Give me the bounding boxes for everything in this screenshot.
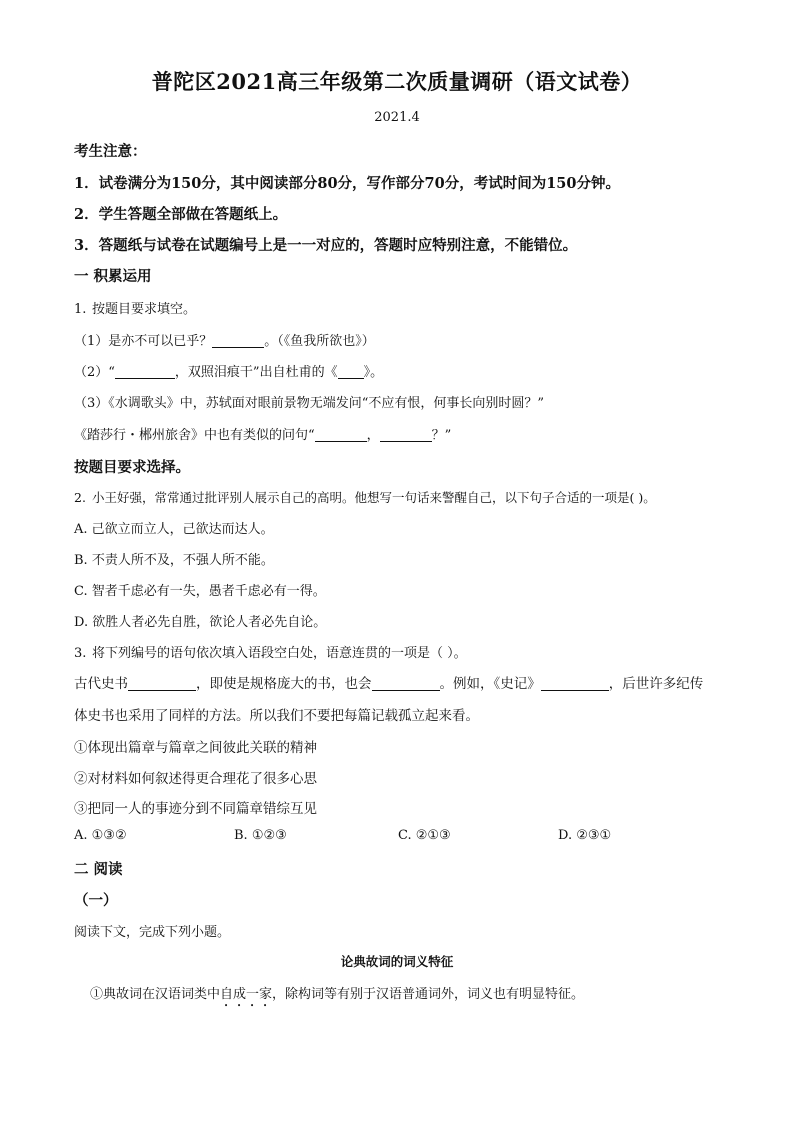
q3-sentence-2: ②对材料如何叙述得更合理花了很多心思 (74, 771, 317, 787)
q1-part-2-text-b: ，双照泪痕干”出自杜甫的《 (174, 365, 338, 380)
paragraph-text-b: ，除构词等有别于汉语普通词外，词义也有明显特征。 (272, 987, 585, 1002)
q3-option-a[interactable]: A. ①③② (74, 828, 127, 843)
article-paragraph-1 (90, 983, 584, 1010)
notice-item-1: 1．试卷满分为150分，其中阅读部分80分，写作部分70分，考试时间为150分钟。 (74, 175, 620, 192)
q1-part-3-text-a: 《踏莎行・郴州旅舍》中也有类似的问句“ (74, 428, 315, 443)
q2-option-c[interactable]: C. 智者千虑必有一失，愚者千虑必有一得。 (74, 584, 326, 599)
exam-date: 2021.4 (374, 110, 420, 125)
answer-blank[interactable] (128, 676, 196, 691)
q3-option-c[interactable]: C. ②①③ (398, 828, 451, 843)
notice-item-3: 3．答题纸与试卷在试题编号上是一一对应的，答题时应特别注意，不能错位。 (74, 237, 578, 254)
article-title: 论典故词的词义特征 (340, 954, 454, 969)
emphasized-phrase: 自成一家 (220, 987, 273, 1002)
q1-part-3: （3）《水调歌头》中，苏轼面对眼前景物无端发问“不应有恨，何事长向别时圆？” (74, 396, 545, 411)
q2-option-b[interactable]: B. 不责人所不及，不强人所不能。 (74, 553, 274, 568)
question-number: 3. (74, 646, 87, 661)
question-stem: 将下列编号的语句依次填入语段空白处，语意连贯的一项是（ ）。 (92, 646, 467, 661)
reading-instruction: 阅读下文，完成下列小题。 (74, 925, 231, 940)
q1-part-3-text-c: ？” (431, 428, 452, 443)
question-number: 1. (74, 302, 87, 317)
question-1 (74, 298, 196, 317)
subsection-heading: （一） (74, 892, 118, 909)
q1-part-1-source: 。（《鱼我所欲也》） (264, 334, 375, 349)
q1-part-1-text: （1）是亦不可以已乎？ (74, 334, 213, 349)
question-3 (74, 642, 467, 661)
q3-text-c: 。例如，《史记》 (439, 676, 541, 692)
answer-blank[interactable] (115, 364, 175, 379)
answer-blank[interactable] (380, 427, 432, 442)
q1-part-3-text-b: ， (366, 428, 380, 443)
q1-part-3-cont (74, 424, 451, 443)
answer-blank[interactable] (212, 333, 264, 348)
answer-blank[interactable] (315, 427, 367, 442)
q3-passage-line-1 (74, 672, 703, 692)
choose-heading: 按题目要求选择。 (74, 459, 190, 476)
q3-text-b: ，即使是规格庞大的书，也会 (196, 676, 372, 692)
paragraph-text-a: ①典故词在汉语词类中 (90, 987, 221, 1002)
q3-sentence-1: ①体现出篇章与篇章之间彼此关联的精神 (74, 740, 317, 756)
question-stem: 小王好强，常常通过批评别人展示自己的高明。他想写一句话来警醒自己，以下句子合适的一项是( )。 (92, 490, 656, 505)
section-1-heading: 一 积累运用 (74, 268, 152, 285)
q3-option-d[interactable]: D. ②③① (558, 828, 612, 843)
q3-text-a: 古代史书 (74, 676, 128, 692)
answer-blank[interactable] (541, 676, 609, 691)
q2-option-a[interactable]: A. 己欲立而立人，己欲达而达人。 (74, 522, 274, 537)
section-2-heading: 二 阅读 (74, 861, 123, 878)
q1-part-1 (74, 330, 375, 349)
answer-blank[interactable] (372, 676, 440, 691)
q3-passage-line-2: 体史书也采用了同样的方法。所以我们不要把每篇记载孤立起来看。 (74, 708, 479, 724)
question-2 (74, 488, 656, 506)
page-title: 普陀区2021高三年级第二次质量调研（语文试卷） (151, 69, 643, 94)
q1-part-2-text-c: 》。 (363, 365, 384, 380)
question-number: 2. (74, 490, 86, 505)
question-stem: 按题目要求填空。 (92, 302, 197, 317)
q2-option-d[interactable]: D. 欲胜人者必先自胜，欲论人者必先自论。 (74, 615, 327, 630)
q3-sentence-3: ③把同一人的事迹分到不同篇章错综互见 (74, 801, 317, 817)
q1-part-2 (74, 361, 383, 380)
q1-part-2-text-a: （2）“ (74, 365, 115, 380)
q3-option-b[interactable]: B. ①②③ (234, 828, 287, 843)
notice-item-2: 2．学生答题全部做在答题纸上。 (74, 206, 288, 223)
answer-blank[interactable] (338, 364, 364, 379)
notice-heading: 考生注意： (74, 143, 147, 160)
q3-text-d: ，后世许多纪传 (608, 676, 704, 692)
